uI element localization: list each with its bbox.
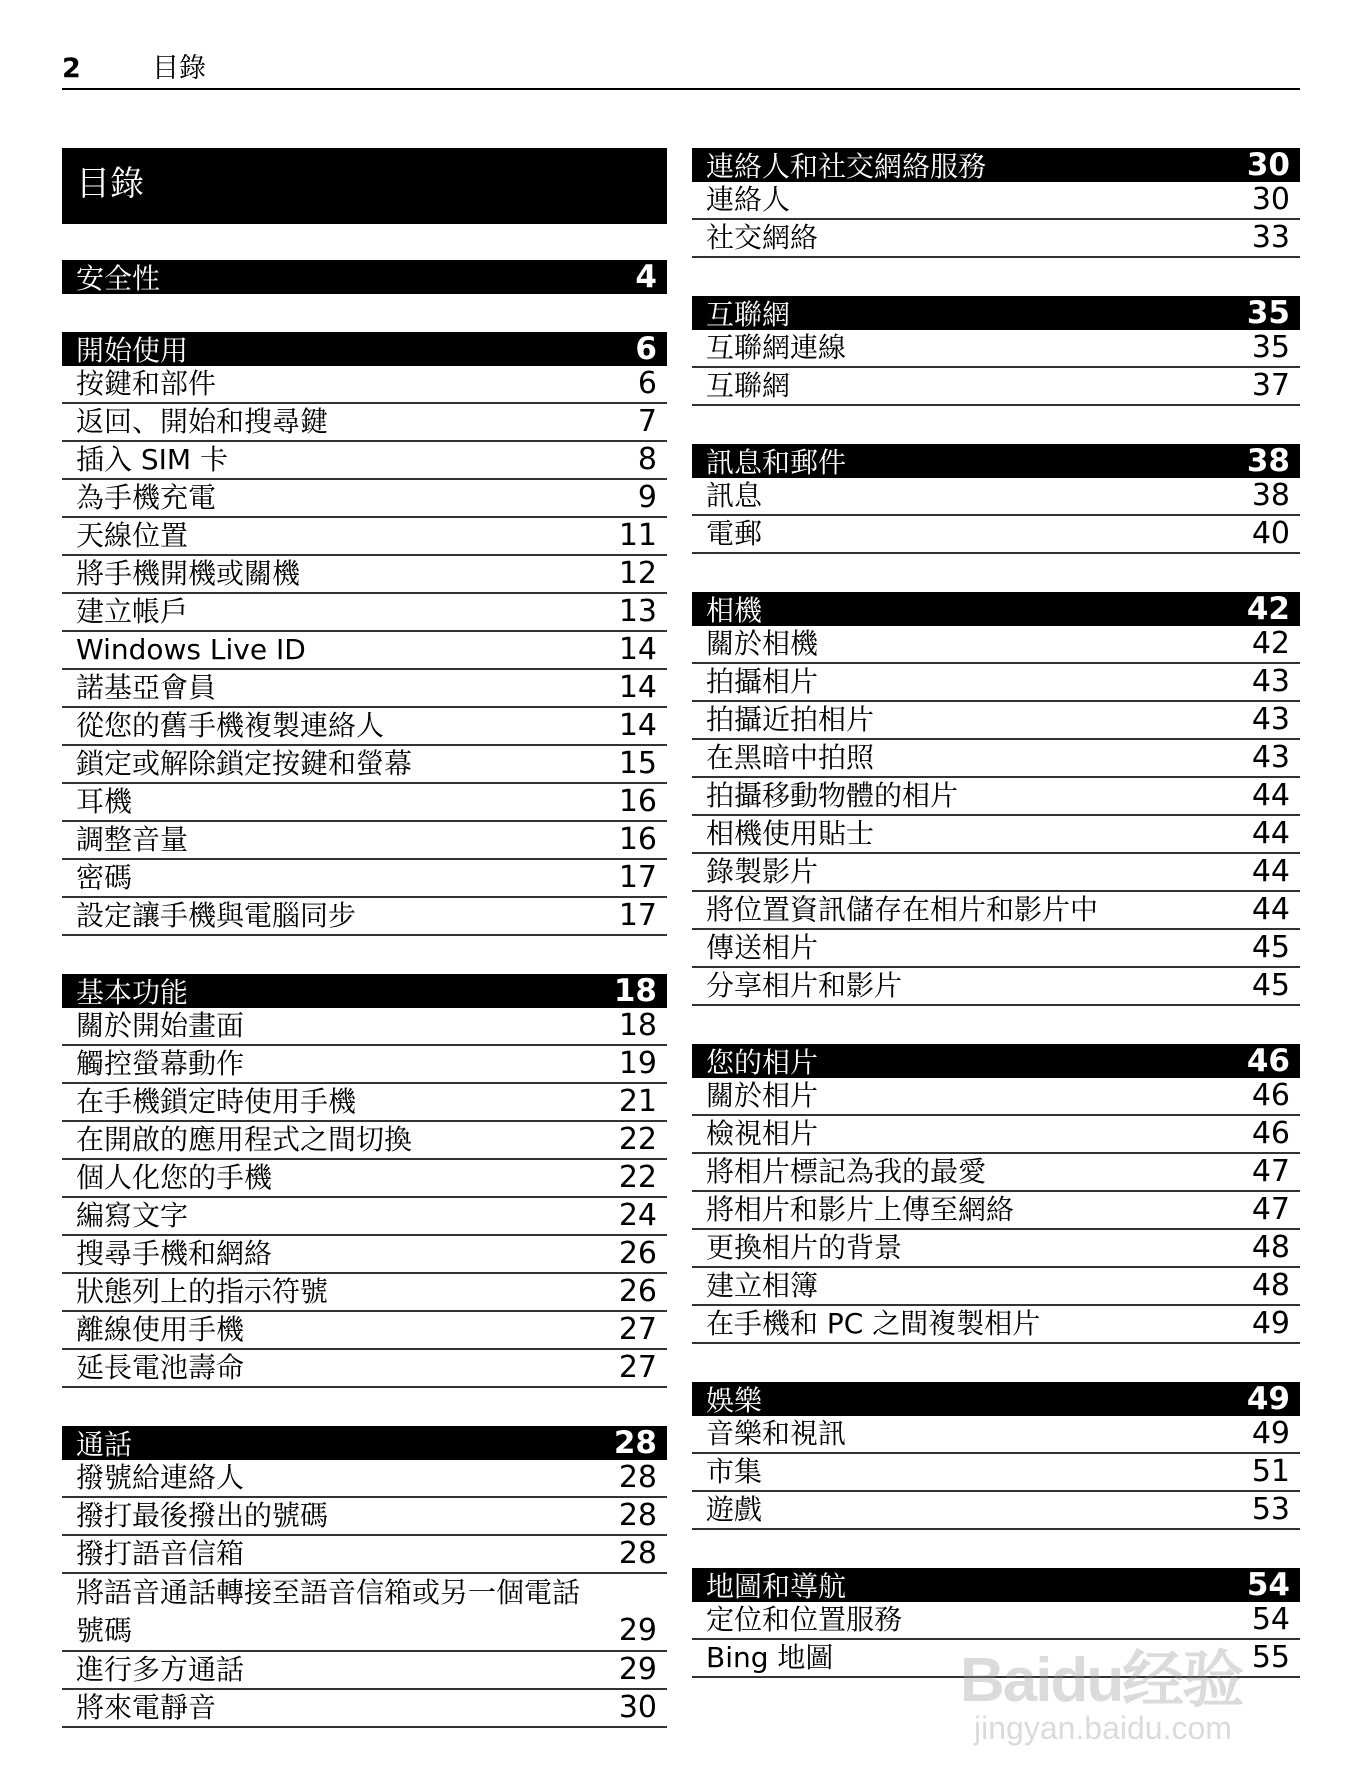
entry-page-number: 16 [618, 822, 657, 857]
entry-page-number: 6 [637, 366, 657, 401]
toc-entry[interactable] [692, 816, 1300, 854]
entry-label: 將來電靜音 [76, 1691, 217, 1724]
section-heading[interactable] [692, 1382, 1300, 1416]
section-title: 基本功能 [76, 976, 189, 1009]
toc-entry[interactable] [62, 1652, 667, 1690]
toc-entry[interactable] [62, 898, 667, 936]
entry-label: 關於相機 [706, 627, 819, 660]
entry-page-number: 54 [1251, 1602, 1290, 1637]
entry-label: 遊戲 [706, 1493, 763, 1526]
entry-page-number: 8 [637, 442, 657, 477]
entry-label: 拍攝相片 [706, 665, 819, 698]
entry-page-number: 48 [1251, 1268, 1290, 1303]
entry-page-number: 21 [618, 1084, 657, 1119]
entry-label: 鎖定或解除鎖定按鍵和螢幕 [76, 747, 413, 780]
section-heading[interactable] [62, 332, 667, 366]
toc-entry[interactable] [692, 182, 1300, 220]
page-header [62, 50, 1300, 90]
entry-label: 撥打語音信箱 [76, 1537, 245, 1570]
section-page-number: 30 [1246, 147, 1290, 183]
toc-entry[interactable] [62, 404, 667, 442]
entry-label: 市集 [706, 1455, 763, 1488]
entry-page-number: 17 [618, 898, 657, 933]
toc-section [62, 260, 667, 294]
entry-label: 在手機和 PC 之間複製相片 [706, 1307, 1041, 1340]
toc-entry[interactable] [692, 664, 1300, 702]
entry-label: 天線位置 [76, 519, 189, 552]
toc-entry[interactable] [62, 1084, 667, 1122]
section-heading[interactable] [692, 444, 1300, 478]
entry-page-number: 28 [618, 1498, 657, 1533]
entry-page-number: 53 [1251, 1492, 1290, 1527]
entry-page-number: 22 [618, 1122, 657, 1157]
entry-label: 撥打最後撥出的號碼 [76, 1499, 329, 1532]
page-number: 2 [62, 53, 81, 84]
toc-entry[interactable] [692, 1230, 1300, 1268]
entry-label: 關於開始畫面 [76, 1009, 245, 1042]
entry-label: 關於相片 [706, 1079, 819, 1112]
toc-right-column [692, 148, 1300, 1716]
toc-entry[interactable] [692, 1192, 1300, 1230]
section-title: 娛樂 [706, 1384, 763, 1417]
toc-entry[interactable] [692, 220, 1300, 258]
entry-label: 搜尋手機和網絡 [76, 1237, 273, 1270]
entry-page-number: 26 [618, 1236, 657, 1271]
section-heading[interactable] [692, 592, 1300, 626]
entry-page-number: 26 [618, 1274, 657, 1309]
entry-label: Windows Live ID [76, 633, 306, 666]
toc-entry[interactable] [692, 1640, 1300, 1678]
section-title: 互聯網 [706, 298, 791, 331]
toc-section [62, 332, 667, 936]
entry-label: 返回、開始和搜尋鍵 [76, 405, 329, 438]
toc-entry[interactable] [62, 1236, 667, 1274]
entry-page-number: 18 [618, 1008, 657, 1043]
entry-page-number: 55 [1251, 1640, 1290, 1675]
toc-section [62, 1426, 667, 1728]
toc-entry[interactable] [62, 746, 667, 784]
entry-page-number: 16 [618, 784, 657, 819]
entry-page-number: 44 [1251, 854, 1290, 889]
entry-label: 在開啟的應用程式之間切換 [76, 1123, 413, 1156]
entry-label: 編寫文字 [76, 1199, 189, 1232]
section-title: 您的相片 [706, 1046, 819, 1079]
entry-page-number: 37 [1251, 368, 1290, 403]
entry-page-number: 44 [1251, 892, 1290, 927]
section-page-number: 42 [1246, 591, 1290, 627]
toc-entry[interactable] [692, 892, 1300, 930]
section-page-number: 54 [1246, 1567, 1290, 1603]
entry-label: 在黑暗中拍照 [706, 741, 875, 774]
section-heading[interactable] [62, 1426, 667, 1460]
entry-label: 在手機鎖定時使用手機 [76, 1085, 357, 1118]
entry-page-number: 11 [618, 518, 657, 553]
section-title: 相機 [706, 594, 763, 627]
toc-entry[interactable] [692, 626, 1300, 664]
entry-page-number: 44 [1251, 816, 1290, 851]
section-title: 地圖和導航 [706, 1570, 847, 1603]
toc-entry[interactable] [62, 1312, 667, 1350]
header-title: 目錄 [152, 53, 206, 84]
toc-entry[interactable] [62, 632, 667, 670]
entry-label: 電郵 [706, 517, 763, 550]
entry-page-number: 7 [637, 404, 657, 439]
toc-entry[interactable] [62, 1198, 667, 1236]
toc-entry[interactable] [692, 854, 1300, 892]
toc-entry[interactable] [62, 1350, 667, 1388]
section-page-number: 4 [635, 259, 657, 295]
entry-label: 從您的舊手機複製連絡人 [76, 709, 385, 742]
entry-label: 調整音量 [76, 823, 189, 856]
entry-label: 傳送相片 [706, 931, 819, 964]
toc-entry[interactable] [62, 1046, 667, 1084]
entry-page-number: 46 [1251, 1078, 1290, 1113]
toc-section [692, 296, 1300, 406]
toc-section [692, 592, 1300, 1006]
section-title: 安全性 [76, 262, 161, 295]
entry-page-number: 14 [618, 670, 657, 705]
toc-entry[interactable] [692, 1454, 1300, 1492]
entry-label: 將語音通話轉接至語音信箱或另一個電話號碼 [76, 1576, 581, 1647]
toc-entry[interactable] [62, 442, 667, 480]
toc-entry[interactable] [692, 1268, 1300, 1306]
entry-label: 檢視相片 [706, 1117, 819, 1150]
section-page-number: 49 [1246, 1381, 1290, 1417]
entry-page-number: 15 [618, 746, 657, 781]
entry-page-number: 14 [618, 632, 657, 667]
entry-page-number: 24 [618, 1198, 657, 1233]
entry-label: 將手機開機或關機 [76, 557, 301, 590]
entry-label: 將位置資訊儲存在相片和影片中 [706, 893, 1099, 926]
entry-page-number: 27 [618, 1312, 657, 1347]
entry-page-number: 27 [618, 1350, 657, 1385]
toc-entry[interactable] [62, 860, 667, 898]
entry-page-number: 28 [618, 1536, 657, 1571]
toc-entry[interactable] [692, 1602, 1300, 1640]
entry-page-number: 49 [1251, 1306, 1290, 1341]
entry-page-number: 12 [618, 556, 657, 591]
toc-entry[interactable] [62, 1122, 667, 1160]
toc-entry[interactable] [62, 670, 667, 708]
entry-page-number: 43 [1251, 702, 1290, 737]
entry-page-number: 17 [618, 860, 657, 895]
entry-page-number: 51 [1251, 1454, 1290, 1489]
entry-label: 音樂和視訊 [706, 1417, 847, 1450]
section-heading[interactable] [692, 148, 1300, 182]
toc-entry[interactable] [692, 702, 1300, 740]
entry-page-number: 9 [637, 480, 657, 515]
toc-entry[interactable] [62, 1274, 667, 1312]
toc-entry[interactable] [692, 1154, 1300, 1192]
section-heading[interactable] [692, 296, 1300, 330]
section-page-number: 18 [613, 973, 657, 1009]
entry-label: 進行多方通話 [76, 1653, 245, 1686]
toc-left-column [62, 148, 667, 1766]
entry-label: 延長電池壽命 [76, 1351, 245, 1384]
toc-section [692, 444, 1300, 554]
entry-page-number: 35 [1251, 330, 1290, 365]
entry-page-number: 29 [618, 1652, 657, 1687]
entry-label: 建立相簿 [706, 1269, 819, 1302]
entry-page-number: 33 [1251, 220, 1290, 255]
toc-entry[interactable] [692, 1116, 1300, 1154]
entry-page-number: 49 [1251, 1416, 1290, 1451]
toc-entry[interactable] [692, 368, 1300, 406]
watermark-site: jingyan.baidu.com [974, 1710, 1232, 1746]
entry-page-number: 22 [618, 1160, 657, 1195]
toc-entry[interactable] [692, 516, 1300, 554]
section-heading[interactable] [692, 1568, 1300, 1602]
entry-label: 錄製影片 [706, 855, 819, 888]
entry-page-number: 42 [1251, 626, 1290, 661]
section-title: 訊息和郵件 [706, 446, 847, 479]
entry-page-number: 13 [618, 594, 657, 629]
toc-entry[interactable] [62, 1008, 667, 1046]
entry-label: 個人化您的手機 [76, 1161, 273, 1194]
entry-label: 互聯網連線 [706, 331, 847, 364]
section-heading[interactable] [692, 1044, 1300, 1078]
toc-entry[interactable] [692, 478, 1300, 516]
toc-entry[interactable] [62, 556, 667, 594]
entry-page-number: 43 [1251, 740, 1290, 775]
toc-section [692, 1044, 1300, 1344]
entry-label: 撥號給連絡人 [76, 1461, 245, 1494]
toc-entry[interactable] [62, 518, 667, 556]
entry-page-number: 45 [1251, 930, 1290, 965]
toc-entry[interactable] [692, 1306, 1300, 1344]
toc-entry[interactable] [62, 1574, 667, 1652]
entry-page-number: 29 [618, 1613, 657, 1648]
entry-label: 為手機充電 [76, 481, 217, 514]
toc-section [692, 1568, 1300, 1678]
entry-label: 將相片和影片上傳至網絡 [706, 1193, 1015, 1226]
watermark-brand: Baidu经验 [960, 1646, 1243, 1715]
toc-entry[interactable] [692, 1492, 1300, 1530]
entry-page-number: 28 [618, 1460, 657, 1495]
section-page-number: 6 [635, 331, 657, 367]
entry-page-number: 47 [1251, 1192, 1290, 1227]
toc-entry[interactable] [62, 784, 667, 822]
entry-page-number: 14 [618, 708, 657, 743]
entry-label: 將相片標記為我的最愛 [706, 1155, 987, 1188]
section-page-number: 38 [1246, 443, 1290, 479]
entry-label: 連絡人 [706, 183, 791, 216]
section-heading[interactable] [62, 974, 667, 1008]
toc-entry[interactable] [62, 708, 667, 746]
entry-label: Bing 地圖 [706, 1641, 834, 1674]
toc-entry[interactable] [692, 1078, 1300, 1116]
toc-entry[interactable] [62, 480, 667, 518]
toc-section [62, 974, 667, 1388]
toc-entry[interactable] [62, 1498, 667, 1536]
entry-page-number: 43 [1251, 664, 1290, 699]
entry-label: 觸控螢幕動作 [76, 1047, 245, 1080]
entry-page-number: 40 [1251, 516, 1290, 551]
toc-section [692, 148, 1300, 258]
entry-page-number: 38 [1251, 478, 1290, 513]
section-page-number: 46 [1246, 1043, 1290, 1079]
entry-page-number: 44 [1251, 778, 1290, 813]
section-page-number: 35 [1246, 295, 1290, 331]
entry-page-number: 47 [1251, 1154, 1290, 1189]
section-heading[interactable] [62, 260, 667, 294]
toc-entry[interactable] [62, 594, 667, 632]
entry-label: 拍攝移動物體的相片 [706, 779, 959, 812]
toc-entry[interactable] [692, 778, 1300, 816]
entry-page-number: 45 [1251, 968, 1290, 1003]
toc-entry[interactable] [692, 968, 1300, 1006]
entry-label: 諾基亞會員 [76, 671, 217, 704]
entry-label: 密碼 [76, 861, 133, 894]
entry-label: 建立帳戶 [76, 595, 189, 628]
toc-entry[interactable] [62, 1690, 667, 1728]
entry-label: 相機使用貼士 [706, 817, 875, 850]
toc-entry[interactable] [692, 330, 1300, 368]
entry-label: 訊息 [706, 479, 763, 512]
entry-label: 按鍵和部件 [76, 367, 217, 400]
entry-label: 插入 SIM 卡 [76, 443, 228, 476]
entry-label: 設定讓手機與電腦同步 [76, 899, 357, 932]
toc-entry[interactable] [692, 1416, 1300, 1454]
section-page-number: 28 [613, 1425, 657, 1461]
toc-entry[interactable] [692, 930, 1300, 968]
entry-label: 狀態列上的指示符號 [76, 1275, 329, 1308]
section-title: 通話 [76, 1428, 133, 1461]
toc-entry[interactable] [62, 1460, 667, 1498]
toc-entry[interactable] [62, 366, 667, 404]
toc-entry[interactable] [62, 822, 667, 860]
entry-page-number: 30 [1251, 182, 1290, 217]
entry-label: 互聯網 [706, 369, 791, 402]
entry-page-number: 19 [618, 1046, 657, 1081]
entry-label: 社交網絡 [706, 221, 819, 254]
entry-page-number: 48 [1251, 1230, 1290, 1265]
entry-page-number: 46 [1251, 1116, 1290, 1151]
toc-entry[interactable] [62, 1536, 667, 1574]
toc-title: 目錄 [62, 148, 667, 224]
entry-label: 更換相片的背景 [706, 1231, 903, 1264]
entry-label: 離線使用手機 [76, 1313, 245, 1346]
entry-page-number: 30 [618, 1690, 657, 1725]
entry-label: 耳機 [76, 785, 133, 818]
toc-entry[interactable] [692, 740, 1300, 778]
entry-label: 分享相片和影片 [706, 969, 903, 1002]
toc-section [692, 1382, 1300, 1530]
section-title: 開始使用 [76, 334, 189, 367]
toc-entry[interactable] [62, 1160, 667, 1198]
entry-label: 拍攝近拍相片 [706, 703, 875, 736]
entry-label: 定位和位置服務 [706, 1603, 903, 1636]
section-title: 連絡人和社交網絡服務 [706, 150, 987, 183]
